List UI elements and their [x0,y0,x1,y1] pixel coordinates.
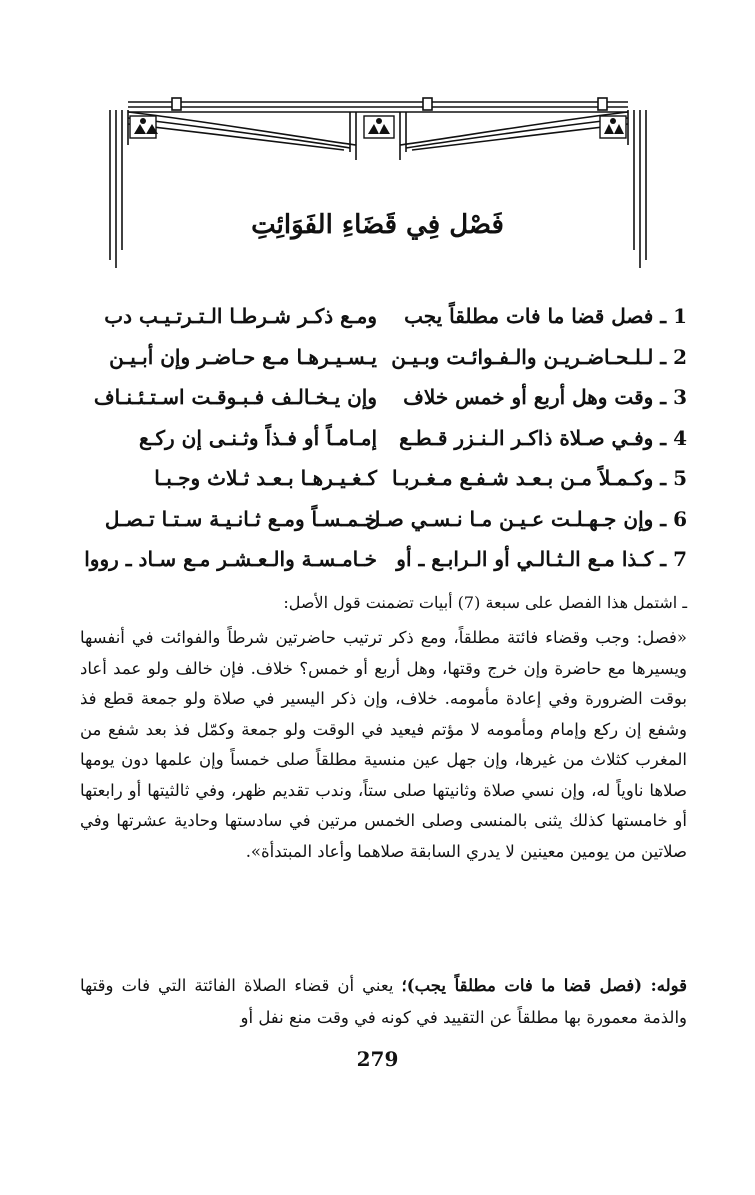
verse-first-hemistich: 5 ـ وكـمـلاً مـن بـعـد شـفـع مـغـربـا [391,466,687,491]
verse-line [82,539,687,580]
verse-first-hemistich: 1 ـ فصل قضا ما فات مطلقاً يجب [404,304,687,329]
commentary-paragraph [80,970,687,1034]
commentary-text: يعني أن قضاء الصلاة الفائتة التي فات وقتها والذمة معمورة بها مطلقاً عن التقييد في كونه في وقت منع نفل أو [80,976,687,1027]
verse-second-hemistich: خـامـسـة والـعـشـر مـع سـاد ـ رووا [84,547,377,572]
verse-second-hemistich: وإن يـخـالـف فـبـوقـت اسـتـئـنـاف [93,385,377,410]
verse-line [82,499,687,540]
quoted-base-text [80,623,687,867]
commentary-lead: قوله: (فصل قضا ما فات مطلقاً يجب)؛ [401,976,688,995]
verse-first-hemistich: 4 ـ وفـي صـلاة ذاكـر الـنـزر قـطـع [399,425,687,450]
verse-second-hemistich: كـغـيـرهـا بـعـد ثـلاث وجـبـا [154,466,377,491]
verse-first-hemistich: 7 ـ كـذا مـع الـثـالـي أو الـرابـع ـ أو [396,547,687,572]
intro-note: ـ اشتمل هذا الفصل على سبعة (7) أبيات تضمنت قول الأصل: [283,593,687,612]
verse-line [82,337,687,378]
verse-first-hemistich: 3 ـ وقت وهل أربع أو خمس خلاف [403,385,687,410]
quoted-paragraph: «فصل: وجب وقضاء فائتة مطلقاً، ومع ذكر ترتيب حاضرتين شرطاً والفوائت في أنفسها ويسيرها مع حاضرة وإن خرج وقتها، وهل أربع أو خمس؟ خلاف. فإن خالف ولو عمد أعاد بوقت الضرورة وفي إعادة مأمومه. خلاف، وإن ذكر اليسير في صلاة ولو جمعة قطع فذ وشفع إن ركع وإمام ومأمومه لا مؤتم فيعيد في الوقت ولو جمعة وكمّل فذ بعد شفع من المغرب كثلاث من غيرها، وإن جهل عين منسية مطلقاً صلى خمساً وإن علمها دون يومها صلاها ناوياً له، وإن نسي صلاة وثانيتها صلى ستاً، وندب تقديم ظهر، وفي ثالثيتها أو رابعتها أو خامستها كذلك يثنى بالمنسى وصلى الخمس مرتين في سادستها وحادية عشرتها وفي صلاتين من يومين معينين لا يدري السابقة صلاهما وأعاد المبتدأة». [80,628,687,861]
verse-first-hemistich: 6 ـ وإن جـهـلـت عـيـن مـا نـسـي صـل [365,506,687,531]
verse-line [82,377,687,418]
verse-line [82,458,687,499]
verse-first-hemistich: 2 ـ لـلـحـاضـريـن والـفـوائـت وبـيـن [391,344,687,369]
page-number: 279 [356,1047,399,1071]
verse-line [82,418,687,459]
verse-second-hemistich: ومـع ذكـر شـرطـا الـتـرتـيـب دب [104,304,377,329]
verse-second-hemistich: خـمـسـاً ومـع ثـانـيـة سـتـا تـصـل [104,506,377,531]
chapter-title: فَصْل فِي قَضَاءِ الفَوَائِتِ [251,210,504,240]
commentary [80,970,687,1034]
poem-verses [82,296,687,580]
verse-second-hemistich: إمـامـاً أو فـذاً وثـنـى إن ركـع [139,425,377,450]
verse-line [82,296,687,337]
verse-second-hemistich: يـسـيـرهـا مـع حـاضـر وإن أبـيـن [109,344,377,369]
